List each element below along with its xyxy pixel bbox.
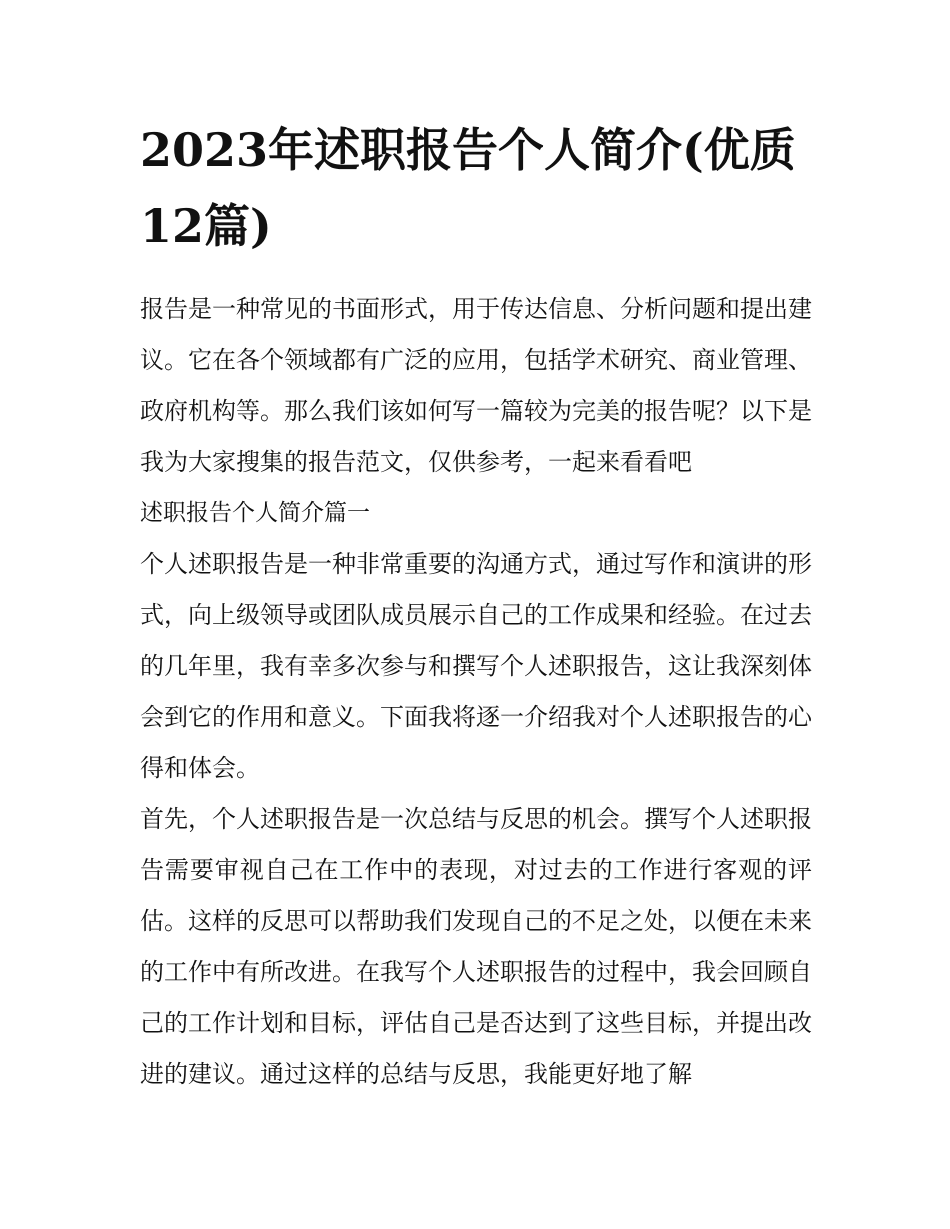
document-title: 2023年述职报告个人简介(优质12篇) (140, 123, 796, 253)
intro-paragraph: 报告是一种常见的书面形式，用于传达信息、分析问题和提出建议。它在各个领域都有广泛的应用，包括学术研究、商业管理、政府机构等。那么我们该如何写一篇较为完美的报告呢？以下是我为大家搜集的报告范文，仅供参考，一起来看看吧 (140, 295, 812, 476)
document-page (140, 112, 812, 1100)
body-paragraph: 个人述职报告是一种非常重要的沟通方式，通过写作和演讲的形式，向上级领导或团队成员展示自己的工作成果和经验。在过去的几年里，我有幸多次参与和撰写个人述职报告，这让我深刻体会到它的作用和意义。下面我将逐一介绍我对个人述职报告的心得和体会。 (140, 550, 812, 782)
body-paragraph: 首先，个人述职报告是一次总结与反思的机会。撰写个人述职报告需要审视自己在工作中的表现，对过去的工作进行客观的评估。这样的反思可以帮助我们发现自己的不足之处，以便在未来的工作中有所改进。在我写个人述职报告的过程中，我会回顾自己的工作计划和目标，评估自己是否达到了这些目标，并提出改进的建议。通过这样的总结与反思，我能更好地了解 (140, 805, 812, 1088)
section-heading: 述职报告个人简介篇一 (140, 500, 370, 526)
